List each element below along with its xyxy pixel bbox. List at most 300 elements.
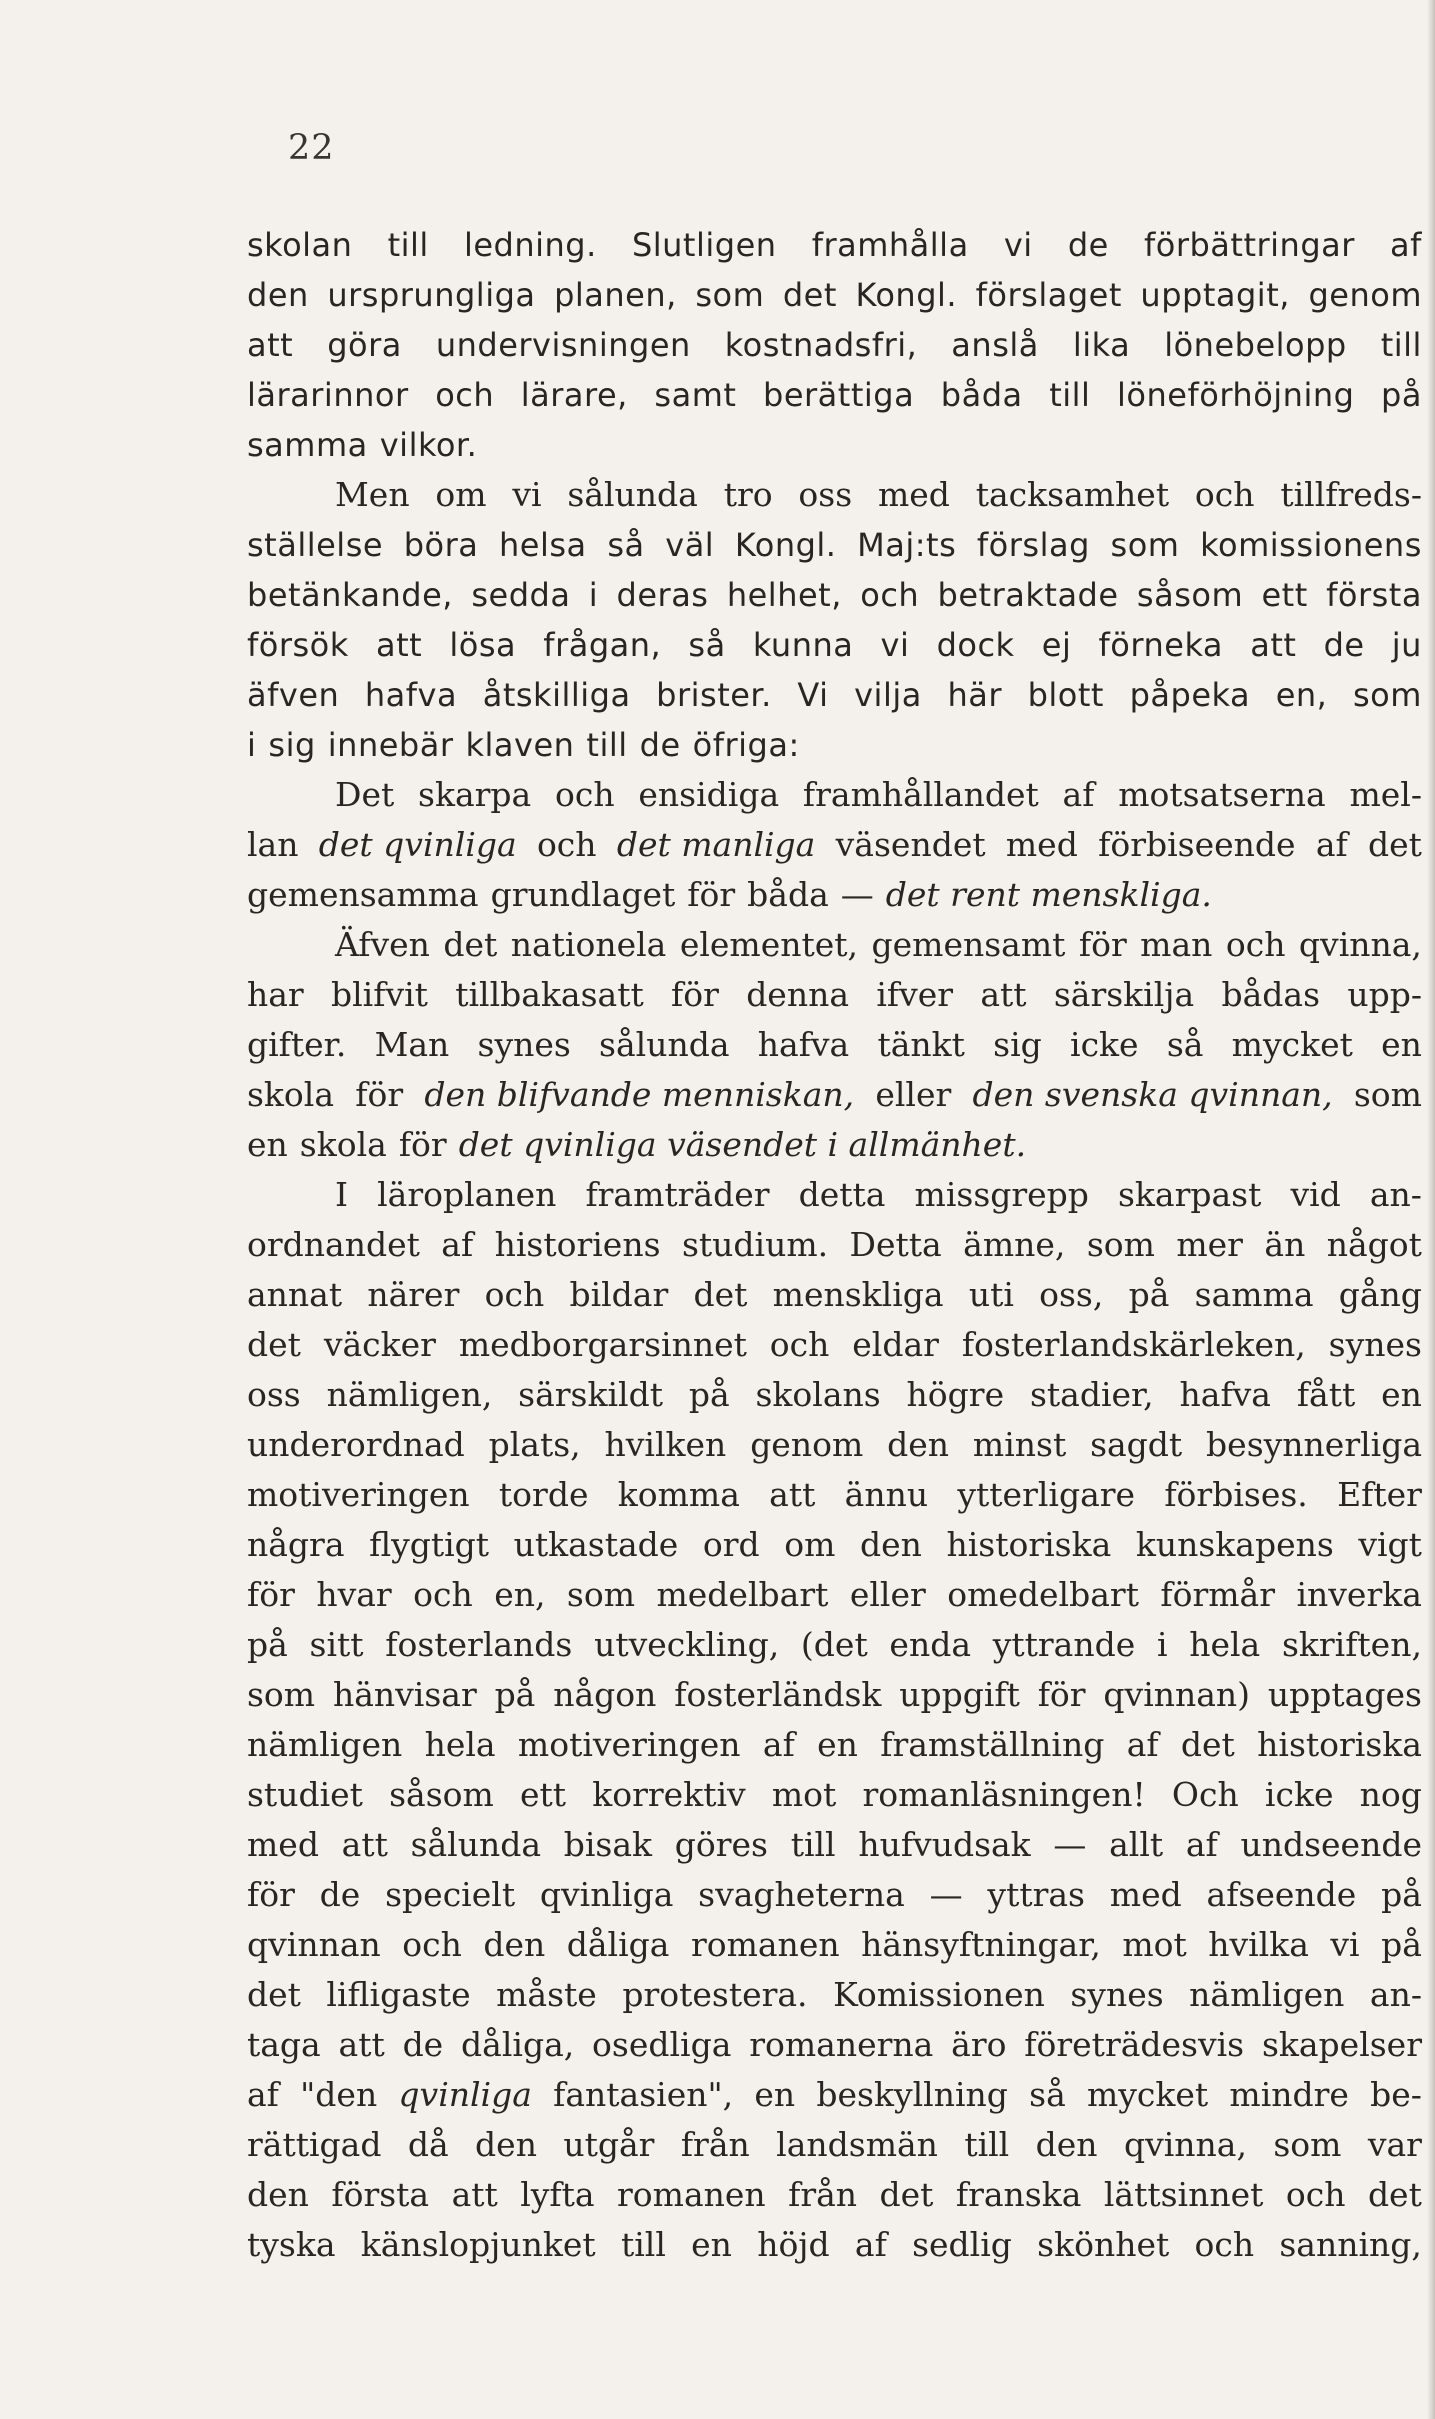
word: de xyxy=(1067,226,1109,264)
word: utveckling, xyxy=(594,1625,780,1664)
text-line xyxy=(247,1470,1422,1520)
word: och xyxy=(1194,2225,1255,2264)
text-line xyxy=(247,570,1422,620)
text-line xyxy=(247,2220,1422,2270)
word: hela xyxy=(1189,1625,1261,1664)
word: och xyxy=(555,775,615,814)
word: företrädesvis xyxy=(1024,2025,1245,2064)
word: skönhet xyxy=(1037,2225,1170,2264)
word: samt xyxy=(654,376,737,414)
word: medelbart xyxy=(656,1575,829,1614)
word: sagdt xyxy=(1090,1425,1183,1464)
word: ställelse xyxy=(247,526,384,564)
text-line xyxy=(247,1870,1422,1920)
word: allt xyxy=(1109,1825,1164,1864)
word: sålunda xyxy=(599,1025,730,1064)
word: ord xyxy=(702,1525,760,1564)
word: detta xyxy=(798,1175,886,1214)
word: lyfta xyxy=(520,2175,595,2214)
word: med xyxy=(1005,825,1078,864)
word: den xyxy=(887,1425,950,1464)
word: med xyxy=(877,475,950,514)
word: qvinnan) xyxy=(1103,1675,1251,1714)
word: vi xyxy=(1330,1925,1360,1964)
word: korrektiv xyxy=(592,1775,746,1814)
word: synes xyxy=(477,1025,571,1064)
text-line xyxy=(247,1720,1422,1770)
text-line xyxy=(247,1320,1422,1370)
text-line xyxy=(247,1820,1422,1870)
text-line xyxy=(247,1020,1422,1070)
word: nämligen xyxy=(1189,1975,1345,2014)
word: gång xyxy=(1338,1275,1422,1314)
word: dock xyxy=(936,626,1015,664)
text-line xyxy=(247,1920,1422,1970)
word: inverka xyxy=(1296,1575,1422,1614)
word: anslå xyxy=(951,326,1039,364)
word: lifligaste xyxy=(326,1975,471,2014)
word: eller xyxy=(849,1575,926,1614)
word: uti xyxy=(968,1275,1014,1314)
word: — xyxy=(840,875,874,914)
italic-phrase: det rent menskliga. xyxy=(885,875,1212,914)
word: ämne, xyxy=(963,1225,1066,1264)
word: den xyxy=(483,1925,546,1964)
word: dåliga xyxy=(566,1925,670,1964)
word: eldar xyxy=(852,1325,939,1364)
word: löneförhöjning xyxy=(1117,376,1355,414)
word: upptagit, xyxy=(1140,276,1290,314)
word: elementet, xyxy=(679,925,859,964)
word: så xyxy=(688,626,726,664)
word: till xyxy=(1380,326,1422,364)
word: hänsyftningar, xyxy=(861,1925,1101,1964)
word: för xyxy=(1037,1675,1086,1714)
word: att xyxy=(1250,626,1297,664)
word: skolans xyxy=(755,1375,881,1414)
word: historiska xyxy=(1257,1725,1422,1764)
word: dåliga, xyxy=(461,2025,575,2064)
word: som xyxy=(1353,1075,1422,1114)
word: framhållandet xyxy=(802,775,1039,814)
word: det xyxy=(247,1325,301,1364)
word: romanen xyxy=(617,2175,766,2214)
word: qvinna, xyxy=(1123,2125,1247,2164)
word: Kongl. xyxy=(734,526,837,564)
text-line xyxy=(247,770,1422,820)
word: tänkt xyxy=(877,1025,965,1064)
word: eller xyxy=(875,1075,952,1114)
word: klaven xyxy=(465,726,575,764)
text-line xyxy=(247,470,1422,520)
text-line xyxy=(247,320,1422,370)
word: en xyxy=(1381,1025,1422,1064)
word: kostnadsfri, xyxy=(724,326,918,364)
word: lärarinnor xyxy=(247,376,409,414)
word: något xyxy=(1326,1225,1422,1264)
word: upp- xyxy=(1347,975,1422,1014)
word: har xyxy=(247,975,304,1014)
word: komissionens xyxy=(1200,526,1422,564)
word: var xyxy=(1367,2125,1422,2164)
word: oss xyxy=(247,1375,301,1414)
word: denna xyxy=(746,975,850,1014)
word: af xyxy=(1315,825,1348,864)
word: förslaget xyxy=(975,276,1122,314)
word: på xyxy=(494,1675,536,1714)
word: mot xyxy=(771,1775,837,1814)
word: studiet xyxy=(247,1775,363,1814)
word: qvinliga xyxy=(539,1875,674,1914)
word: svagheterna xyxy=(698,1875,905,1914)
word: utgår xyxy=(563,2125,655,2164)
word: fått xyxy=(1296,1375,1356,1414)
word: ensidiga xyxy=(638,775,780,814)
word: göra xyxy=(327,326,402,364)
word: någon xyxy=(553,1675,657,1714)
word: och xyxy=(1194,475,1255,514)
word: första xyxy=(1326,576,1422,614)
text-line xyxy=(247,2170,1422,2220)
word: blott xyxy=(1027,676,1104,714)
text-line xyxy=(247,1970,1422,2020)
word: mer xyxy=(1176,1225,1243,1264)
word: högre xyxy=(906,1375,1005,1414)
text-line xyxy=(247,1570,1422,1620)
word: hafva xyxy=(1179,1375,1271,1414)
word: lönebelopp xyxy=(1164,326,1347,364)
word: gemensamma xyxy=(247,875,479,914)
word: Men xyxy=(335,475,410,514)
word: "den xyxy=(300,2075,378,2114)
word: ytterligare xyxy=(957,1475,1136,1514)
word: än xyxy=(1264,1225,1306,1264)
text-line xyxy=(247,1620,1422,1670)
italic-phrase: qvinliga xyxy=(398,2075,532,2114)
word: ej xyxy=(1041,626,1072,664)
word: hänvisar xyxy=(332,1675,477,1714)
word: rättigad xyxy=(247,2125,382,2164)
word: en, xyxy=(494,1575,546,1614)
word: protestera. xyxy=(622,1975,808,2014)
word: för xyxy=(247,1575,295,1614)
word: sig xyxy=(268,726,316,764)
word: som xyxy=(1352,676,1422,714)
word: sålunda xyxy=(410,1825,542,1864)
text-line xyxy=(247,420,1422,470)
word: ännu xyxy=(844,1475,929,1514)
word: tillbakasatt xyxy=(455,975,644,1014)
word: att xyxy=(980,975,1027,1014)
word: vilkor. xyxy=(379,426,478,464)
word: Komissionen xyxy=(833,1975,1045,2014)
word: fosterländsk xyxy=(674,1675,882,1714)
word: det xyxy=(1180,1725,1235,1764)
word: att xyxy=(375,626,423,664)
text-line xyxy=(247,270,1422,320)
word: förbättringar xyxy=(1143,226,1355,264)
word: läroplanen xyxy=(377,1175,557,1214)
word: qvinnan xyxy=(247,1925,381,1964)
word: i xyxy=(1156,1625,1168,1664)
word: lärare, xyxy=(520,376,628,414)
word: nämligen, xyxy=(326,1375,493,1414)
word: af xyxy=(1062,775,1095,814)
word: mel- xyxy=(1349,775,1422,814)
word: vilja xyxy=(854,676,922,714)
word: qvinna, xyxy=(1298,925,1422,964)
word: sig xyxy=(993,1025,1042,1064)
word: kunna xyxy=(752,626,854,664)
word: förbises. xyxy=(1164,1475,1308,1514)
word: för xyxy=(687,875,736,914)
word: ordnandet xyxy=(247,1225,420,1264)
word: minst xyxy=(972,1425,1067,1464)
text-line xyxy=(247,1120,1422,1170)
body-text xyxy=(247,220,1422,2270)
word: tillfreds- xyxy=(1280,475,1422,514)
text-line xyxy=(247,1770,1422,1820)
text-line xyxy=(247,1270,1422,1320)
word: att xyxy=(451,2175,498,2214)
text-line xyxy=(247,1170,1422,1220)
word: de xyxy=(402,2025,444,2064)
word: framställning xyxy=(880,1725,1105,1764)
word: att xyxy=(338,2025,385,2064)
word: motiveringen xyxy=(247,1475,470,1514)
word: Och xyxy=(1171,1775,1239,1814)
word: I xyxy=(335,1175,349,1214)
word: studium. xyxy=(681,1225,829,1264)
word: betraktade xyxy=(937,576,1119,614)
word: och xyxy=(402,1925,462,1964)
word: om xyxy=(784,1525,836,1564)
word: till xyxy=(620,2225,666,2264)
text-line xyxy=(247,1370,1422,1420)
word: genom xyxy=(1308,276,1422,314)
word: ledning. xyxy=(463,226,597,264)
word: förslag xyxy=(976,526,1090,564)
word: förmår xyxy=(1160,1575,1276,1614)
word: fantasien", xyxy=(553,2075,734,2114)
word: det xyxy=(782,276,837,314)
word: skarpa xyxy=(418,775,532,814)
word: den xyxy=(475,2125,537,2164)
word: lättsinnet xyxy=(1103,2175,1264,2214)
word: underordnad xyxy=(247,1425,465,1464)
word: båda xyxy=(747,875,829,914)
word: första xyxy=(331,2175,430,2214)
word: ursprungliga xyxy=(327,276,536,314)
word: ju xyxy=(1391,626,1422,664)
word: landsmän xyxy=(776,2125,938,2164)
word: taga xyxy=(247,2025,321,2064)
word: till xyxy=(964,2125,1010,2164)
word: det xyxy=(879,2175,934,2214)
word: skola xyxy=(247,1075,335,1114)
word: det xyxy=(1368,825,1422,864)
text-line xyxy=(247,370,1422,420)
word: betänkande, xyxy=(247,576,453,614)
text-line xyxy=(247,920,1422,970)
word: plats, xyxy=(488,1425,581,1464)
text-line xyxy=(247,220,1422,270)
word: annat xyxy=(247,1275,343,1314)
word: motiveringen xyxy=(517,1725,741,1764)
word: ett xyxy=(1261,576,1308,614)
word: en xyxy=(817,1725,858,1764)
word: samma xyxy=(247,426,368,464)
word: nog xyxy=(1359,1775,1422,1814)
text-line xyxy=(247,620,1422,670)
word: uppgift xyxy=(899,1675,1020,1714)
word: böra xyxy=(403,526,479,564)
word: som xyxy=(1110,526,1180,564)
word: genom xyxy=(750,1425,864,1464)
word: yttras xyxy=(987,1875,1085,1914)
word: synes xyxy=(1328,1325,1422,1364)
word: från xyxy=(788,2175,858,2214)
word: Maj:ts xyxy=(857,526,957,564)
word: på xyxy=(688,1375,730,1414)
word: tyska xyxy=(247,2225,336,2264)
page-edge-shadow xyxy=(1427,0,1435,2419)
word: hvar xyxy=(316,1575,392,1614)
word: och xyxy=(484,1275,545,1314)
word: beskyllning xyxy=(816,2075,1008,2114)
word: komma xyxy=(617,1475,740,1514)
word: närer xyxy=(367,1275,460,1314)
text-line xyxy=(247,670,1422,720)
word: och xyxy=(860,576,920,614)
word: för xyxy=(1078,925,1127,964)
word: specielt xyxy=(385,1875,516,1914)
word: det xyxy=(443,925,498,964)
word: af xyxy=(441,1225,474,1264)
word: oss xyxy=(798,475,853,514)
word: såsom xyxy=(1136,576,1244,614)
word: på xyxy=(1128,1275,1170,1314)
word: sitt xyxy=(309,1625,364,1664)
word: Äfven xyxy=(335,925,430,964)
text-line xyxy=(247,2120,1422,2170)
word: icke xyxy=(1070,1025,1139,1064)
word: omedelbart xyxy=(947,1575,1139,1614)
word: på xyxy=(1381,1925,1422,1964)
word: menskliga xyxy=(772,1275,944,1314)
word: medborgarsinnet xyxy=(458,1325,747,1364)
word: helhet, xyxy=(726,576,842,614)
text-line xyxy=(247,1670,1422,1720)
word: en xyxy=(1381,1375,1422,1414)
italic-phrase: det manliga xyxy=(616,825,816,864)
italic-phrase: den blifvande menniskan, xyxy=(424,1075,855,1114)
word: historiska xyxy=(946,1525,1112,1564)
text-line xyxy=(247,1520,1422,1570)
word: skolan xyxy=(247,226,353,264)
word: till xyxy=(387,226,429,264)
word: till xyxy=(586,726,628,764)
word: (det xyxy=(800,1625,868,1664)
word: undseende xyxy=(1240,1825,1422,1864)
word: att xyxy=(769,1475,816,1514)
word: och xyxy=(435,376,495,414)
word: — xyxy=(929,1875,963,1914)
word: sålunda xyxy=(567,475,698,514)
word: be- xyxy=(1370,2075,1422,2114)
word: man xyxy=(1140,925,1213,964)
word: skriften, xyxy=(1281,1625,1422,1664)
word: för xyxy=(398,1125,447,1164)
word: måste xyxy=(496,1975,597,2014)
word: an- xyxy=(1369,1975,1422,2014)
word: af xyxy=(1126,1725,1159,1764)
word: den xyxy=(247,2175,309,2214)
word: ifver xyxy=(876,975,954,1014)
word: skarpast xyxy=(1118,1175,1262,1214)
word: undervisningen xyxy=(435,326,691,364)
word: af xyxy=(854,2225,887,2264)
text-line xyxy=(247,820,1422,870)
word: oss, xyxy=(1039,1275,1104,1314)
word: så xyxy=(1166,1025,1204,1064)
word: frågan, xyxy=(543,626,662,664)
word: enda xyxy=(889,1625,972,1664)
word: franska xyxy=(955,2175,1082,2214)
word: torde xyxy=(498,1475,589,1514)
word: väcker xyxy=(323,1325,436,1364)
word: lika xyxy=(1072,326,1131,364)
word: Efter xyxy=(1337,1475,1422,1514)
word: de xyxy=(639,726,681,764)
word: en xyxy=(247,1125,288,1164)
word: så xyxy=(1029,2075,1066,2114)
word: af xyxy=(1390,226,1422,264)
word: af xyxy=(247,2075,279,2114)
word: hafva xyxy=(757,1025,850,1064)
word: hufvudsak xyxy=(858,1825,1031,1864)
word: fosterlands xyxy=(385,1625,573,1664)
word: brister. xyxy=(656,676,772,714)
word: med xyxy=(247,1825,319,1864)
word: blifvit xyxy=(331,975,428,1014)
word: det xyxy=(247,1975,301,2014)
word: för xyxy=(355,1075,404,1114)
word: historiens xyxy=(494,1225,661,1264)
italic-phrase: det qvinliga väsendet i allmänhet. xyxy=(458,1125,1027,1164)
word: båda xyxy=(940,376,1023,414)
word: mycket xyxy=(1231,1025,1353,1064)
word: på xyxy=(1381,1875,1422,1914)
word: som xyxy=(1273,2125,1342,2164)
word: upptages xyxy=(1267,1675,1422,1714)
text-line xyxy=(247,2070,1422,2120)
word: romanerna xyxy=(749,2025,934,2064)
word: — xyxy=(1053,1825,1087,1864)
word: och xyxy=(1285,2175,1346,2214)
word: nationela xyxy=(510,925,667,964)
word: tacksamhet xyxy=(975,475,1170,514)
word: för xyxy=(247,1875,295,1914)
word: osedliga xyxy=(592,2025,732,2064)
word: som xyxy=(566,1575,636,1614)
word: de xyxy=(319,1875,361,1914)
word: såsom xyxy=(389,1775,494,1814)
italic-phrase: det qvinliga xyxy=(318,825,517,864)
word: romanläsningen! xyxy=(862,1775,1146,1814)
word: en xyxy=(754,2075,796,2114)
word: särskilja xyxy=(1053,975,1195,1014)
